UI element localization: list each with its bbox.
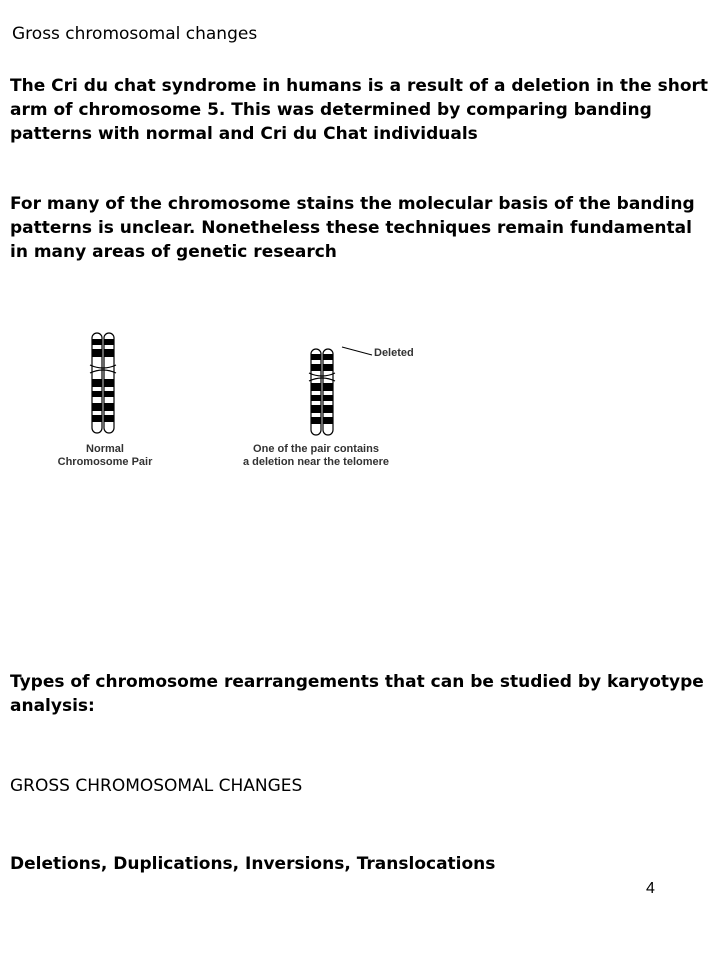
rearrangements-list: Deletions, Duplications, Inversions, Translocations — [10, 854, 496, 874]
paragraph-cri-du-chat: The Cri du chat syndrome in humans is a result of a deletion in the short arm of chromosome 5. This was determined by comparing banding patterns with normal and Cri du Chat individuals — [10, 76, 709, 144]
paragraph-stains: For many of the chromosome stains the molecular basis of the banding patterns is unclear. Nonetheless these techniques remain fundamental in many areas of genetic research — [10, 194, 695, 262]
paragraph-types: Types of chromosome rearrangements that can be studied by karyotype analysis: — [10, 672, 704, 716]
gross-changes-heading: GROSS CHROMOSOMAL CHANGES — [10, 776, 303, 796]
normal-chromosome-left — [92, 333, 102, 433]
normal-pair-label: Normal Chromosome Pair — [57, 443, 153, 468]
page-title: Gross chromosomal changes — [12, 24, 258, 44]
page-number: 4 — [646, 880, 655, 897]
deletion-chromosome-left — [311, 349, 321, 435]
deleted-label: Deleted — [374, 347, 414, 359]
chromosome-figure — [40, 325, 460, 485]
deletion-chromosome-right — [323, 349, 333, 435]
deletion-pair-label: One of the pair contains a deletion near the telomere — [242, 443, 390, 468]
normal-chromosome-right — [104, 333, 114, 433]
deleted-pointer-line — [342, 347, 372, 355]
